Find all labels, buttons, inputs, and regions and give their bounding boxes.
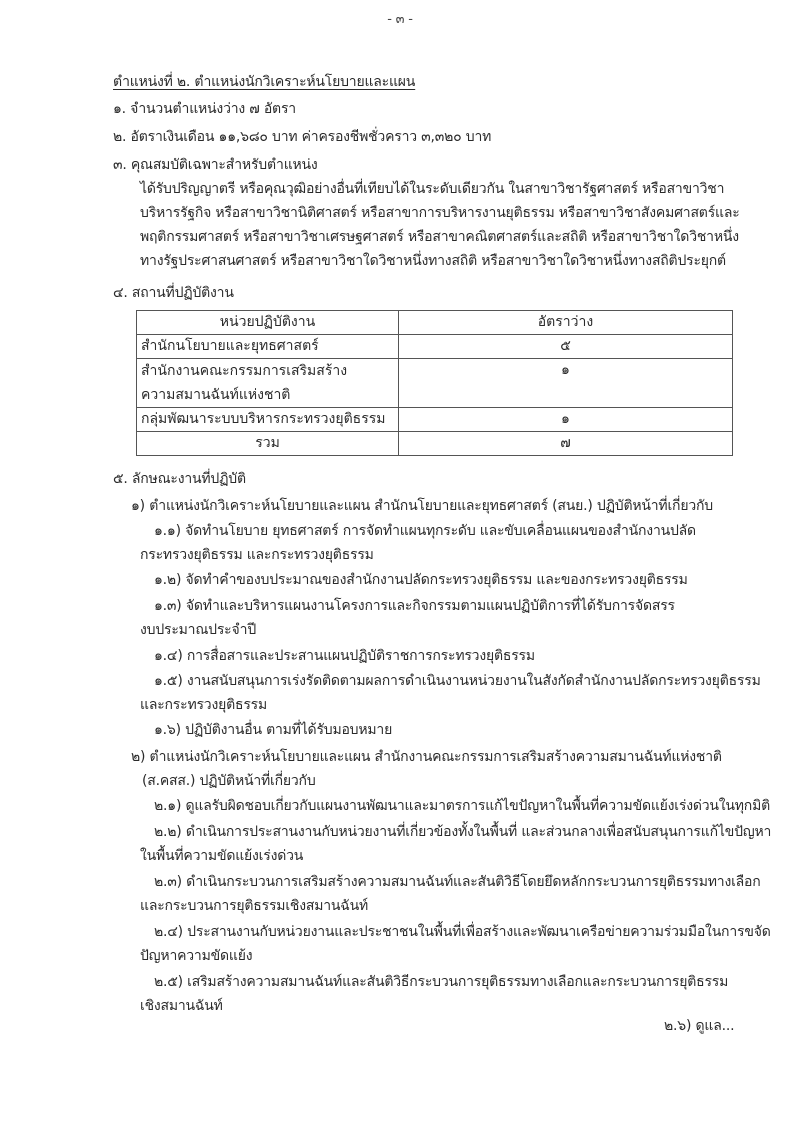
qualifications-line: ได้รับปริญญาตรี หรือคุณวุฒิอย่างอื่นที่เทียบได้ในระดับเดียวกัน ในสาขาวิชารัฐศาสตร์ หรือสาขาวิชา: [140, 181, 725, 197]
duty-item-cont: เชิงสมานฉันท์: [140, 998, 223, 1014]
workplace-table: [136, 310, 733, 456]
unit-cell: [137, 359, 399, 408]
vacancy-cell: ๕: [399, 335, 733, 359]
duty-item-cont: กระทรวงยุติธรรม และกระทรวงยุติธรรม: [140, 547, 374, 563]
duty-item: ๒.๕) เสริมสร้างความสมานฉันท์และสันติวิธีกระบวนการยุติธรรมทางเลือกและกระบวนการยุติธรรม: [154, 974, 729, 990]
duty-item: ๑.๑) จัดทำนโยบาย ยุทธศาสตร์ การจัดทำแผนทุกระดับ และขับเคลื่อนแผนของสำนักงานปลัด: [154, 523, 696, 539]
vacancy-cell: ๑: [399, 359, 733, 408]
page-number: - ๓ -: [387, 12, 413, 27]
table-row: [137, 359, 733, 408]
duty-item-cont: งบประมาณประจำปี: [140, 622, 257, 638]
qualifications-heading: ๓. คุณสมบัติเฉพาะสำหรับตำแหน่ง: [113, 157, 318, 173]
duty-item: ๑.๖) ปฏิบัติงานอื่น ตามที่ได้รับมอบหมาย: [154, 722, 393, 738]
column-header-unit: หน่วยปฏิบัติงาน: [137, 311, 399, 335]
unit-cell: กลุ่มพัฒนาระบบบริหารกระทรวงยุติธรรม: [137, 408, 399, 432]
unit-line: สำนักงานคณะกรรมการเสริมสร้าง: [141, 363, 348, 379]
duty-item: ๒.๔) ประสานงานกับหน่วยงานและประชาชนในพื้นที่เพื่อสร้างและพัฒนาเครือข่ายความร่วมมือในการขจัด: [154, 924, 771, 940]
table-row: [137, 408, 733, 432]
qualifications-line: พฤติกรรมศาสตร์ หรือสาขาวิชาเศรษฐศาสตร์ หรือสาขาคณิตศาสตร์และสถิติ หรือสาขาวิชาใดวิชาหนึ่ง: [140, 229, 739, 245]
duty-item: ๒.๒) ดำเนินการประสานงานกับหน่วยงานที่เกี่ยวข้องทั้งในพื้นที่ และส่วนกลางเพื่อสนับสนุนการแก้ไขปัญหา: [154, 824, 772, 840]
table-row: [137, 335, 733, 359]
duty-item: ๑.๓) จัดทำและบริหารแผนงานโครงการและกิจกรรมตามแผนปฏิบัติการที่ได้รับการจัดสรร: [154, 598, 675, 614]
total-label: รวม: [137, 432, 399, 456]
duty-section-2-title: ๒) ตำแหน่งนักวิเคราะห์นโยบายและแผน สำนักงานคณะกรรมการเสริมสร้างความสมานฉันท์แห่งชาติ: [131, 749, 722, 765]
duty-item-cont: ในพื้นที่ความขัดแย้งเร่งด่วน: [140, 848, 304, 864]
total-count: ๗: [399, 432, 733, 456]
continuation-marker: ๒.๖) ดูแล...: [664, 1018, 735, 1034]
duties-heading: ๕. ลักษณะงานที่ปฏิบัติ: [113, 471, 246, 487]
duty-item-cont: ปัญหาความขัดแย้ง: [140, 948, 253, 964]
duty-item-cont: และกระทรวงยุติธรรม: [140, 697, 267, 713]
qualifications-line: บริหารรัฐกิจ หรือสาขาวิชานิติศาสตร์ หรือสาขาการบริหารงานยุติธรรม หรือสาขาวิชาสังคมศาสตร์และ: [140, 205, 740, 221]
unit-line: ความสมานฉันท์แห่งชาติ: [141, 387, 291, 403]
position-heading: ตำแหน่งที่ ๒. ตำแหน่งนักวิเคราะห์นโยบายและแผน: [113, 74, 416, 90]
table-total-row: [137, 432, 733, 456]
table-header-row: [137, 311, 733, 335]
vacancy-count: ๑. จำนวนตำแหน่งว่าง ๗ อัตรา: [113, 101, 296, 117]
qualifications-line: ทางรัฐประศาสนศาสตร์ หรือสาขาวิชาใดวิชาหนึ่งทางสถิติ หรือสาขาวิชาใดวิชาหนึ่งทางสถิติประยุกต์: [140, 253, 726, 269]
duty-section-1-title: ๑) ตำแหน่งนักวิเคราะห์นโยบายและแผน สำนักนโยบายและยุทธศาสตร์ (สนย.) ปฏิบัติหน้าที่เกี่ยวกับ: [131, 498, 713, 514]
duty-item: ๑.๔) การสื่อสารและประสานแผนปฏิบัติราชการกระทรวงยุติธรรม: [154, 648, 535, 664]
duty-item: ๑.๒) จัดทำคำของบประมาณของสำนักงานปลัดกระทรวงยุติธรรม และของกระทรวงยุติธรรม: [154, 572, 688, 588]
duty-item: ๒.๑) ดูแลรับผิดชอบเกี่ยวกับแผนงานพัฒนาและมาตรการแก้ไขปัญหาในพื้นที่ความขัดแย้งเร่งด่วนในทุกมิติ: [154, 798, 770, 814]
duty-section-2-title-cont: (ส.คสส.) ปฏิบัติหน้าที่เกี่ยวกับ: [142, 773, 316, 789]
duty-item: ๑.๕) งานสนับสนุนการเร่งรัดติดตามผลการดำเนินงานหน่วยงานในสังกัดสำนักงานปลัดกระทรวงยุติธรรม: [154, 673, 761, 689]
column-header-vacancies: อัตราว่าง: [399, 311, 733, 335]
vacancy-cell: ๑: [399, 408, 733, 432]
salary: ๒. อัตราเงินเดือน ๑๑,๖๘๐ บาท ค่าครองชีพชั่วคราว ๓,๓๒๐ บาท: [113, 129, 492, 145]
duty-item: ๒.๓) ดำเนินกระบวนการเสริมสร้างความสมานฉันท์และสันติวิธีโดยยึดหลักกระบวนการยุติธรรมทางเลือก: [154, 874, 761, 890]
unit-cell: สำนักนโยบายและยุทธศาสตร์: [137, 335, 399, 359]
workplace-heading: ๔. สถานที่ปฏิบัติงาน: [113, 285, 234, 301]
duty-item-cont: และกระบวนการยุติธรรมเชิงสมานฉันท์: [140, 898, 368, 914]
